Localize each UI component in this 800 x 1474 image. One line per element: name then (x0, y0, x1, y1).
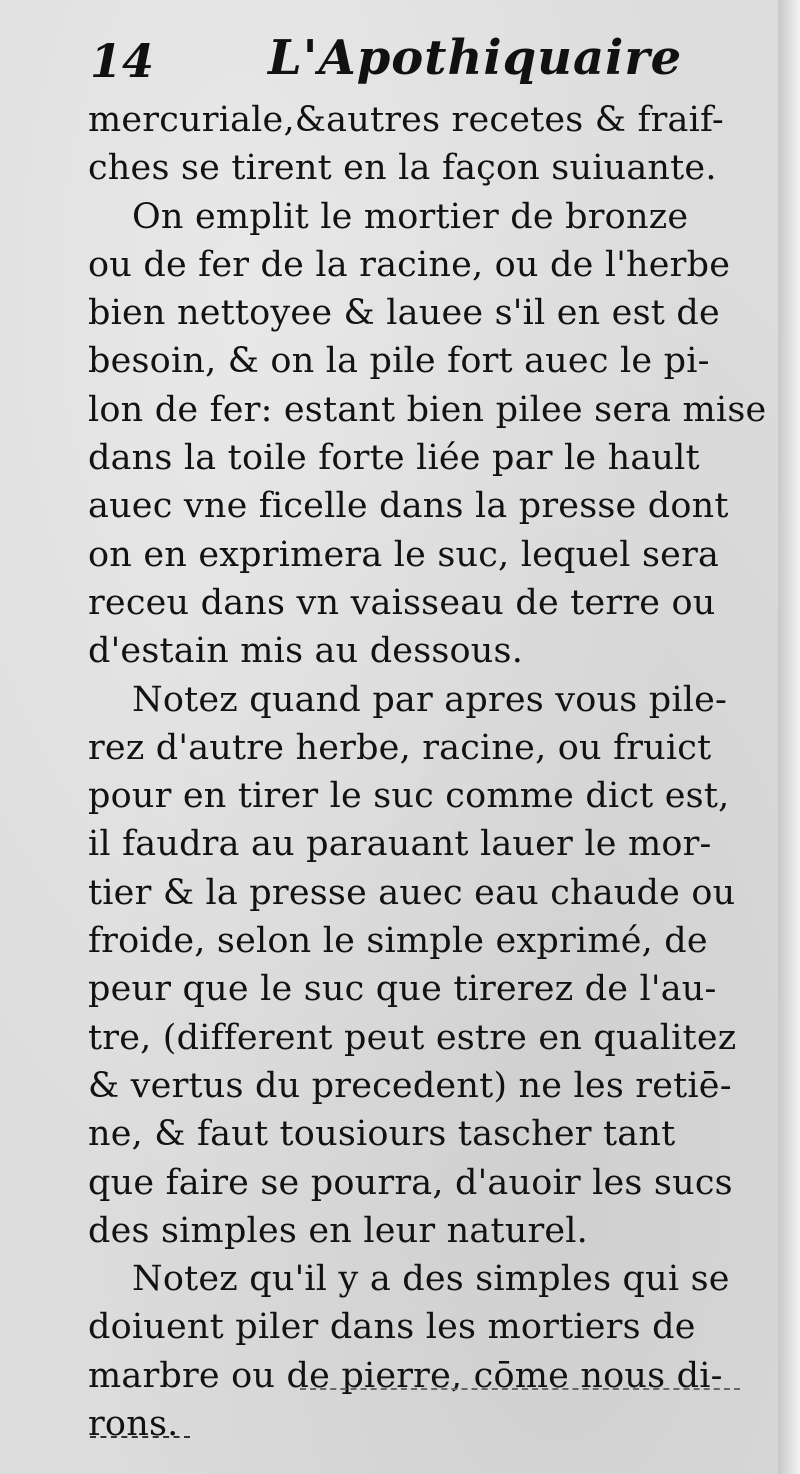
text-line: mercuriale,&autres recetes & fraif- (88, 100, 724, 140)
text-line: il faudra au parauant lauer le mor- (88, 824, 712, 865)
running-title: L'Apothiquaire (268, 30, 683, 86)
text-line: doiuent piler dans les mortiers de (88, 1307, 696, 1348)
text-line: auec vne ficelle dans la presse dont (88, 486, 729, 527)
text-line: besoin, & on la pile fort auec le pi- (88, 341, 710, 382)
text-line: ne, & faut tousiours tascher tant (88, 1114, 676, 1155)
text-line: on en exprimera le suc, lequel sera (88, 534, 720, 575)
text-line: lon de fer: estant bien pilee sera mise (88, 389, 767, 430)
text-line: ou de fer de la racine, ou de l'herbe (88, 244, 731, 285)
text-line: froide, selon le simple exprimé, de (88, 921, 708, 962)
page-number: 14 (90, 34, 155, 88)
text-line: rons. (88, 1404, 179, 1445)
text-line: bien nettoyee & lauee s'il en est de (88, 293, 720, 334)
text-line: Notez quand par apres vous pile- (132, 679, 728, 720)
text-line: rez d'autre herbe, racine, ou fruict (88, 727, 712, 768)
text-line: dans la toile forte liée par le hault (88, 438, 700, 479)
paragraph (88, 96, 748, 193)
body-text (88, 96, 767, 1448)
text-line: pour en tirer le suc comme dict est, (88, 776, 730, 817)
dotted-rule (300, 1388, 740, 1390)
text-line: ches se tirent en la façon suiuante. (88, 148, 717, 189)
paragraph (88, 193, 767, 676)
text-line: receu dans vn vaisseau de terre ou (88, 582, 716, 623)
paragraph (88, 1255, 748, 1448)
text-line: tre, (different peut estre en qualitez (88, 1017, 737, 1058)
text-line: que faire se pourra, d'auoir les sucs (88, 1162, 733, 1203)
text-line: Notez qu'il y a des simples qui se (132, 1259, 730, 1300)
text-line: d'estain mis au dessous. (88, 631, 524, 672)
dotted-rule (90, 1436, 190, 1438)
page-header (90, 30, 750, 100)
paragraph (88, 676, 748, 1256)
text-line: des simples en leur naturel. (88, 1210, 589, 1251)
text-line: On emplit le mortier de bronze (132, 196, 689, 237)
text-line: marbre ou de pierre, cōme nous di- (88, 1355, 723, 1396)
text-line: peur que le suc que tirerez de l'au- (88, 969, 717, 1010)
text-line: tier & la presse auec eau chaude ou (88, 872, 736, 913)
text-line: & vertus du precedent) ne les retiē- (88, 1065, 732, 1106)
page-edge (778, 0, 800, 1474)
